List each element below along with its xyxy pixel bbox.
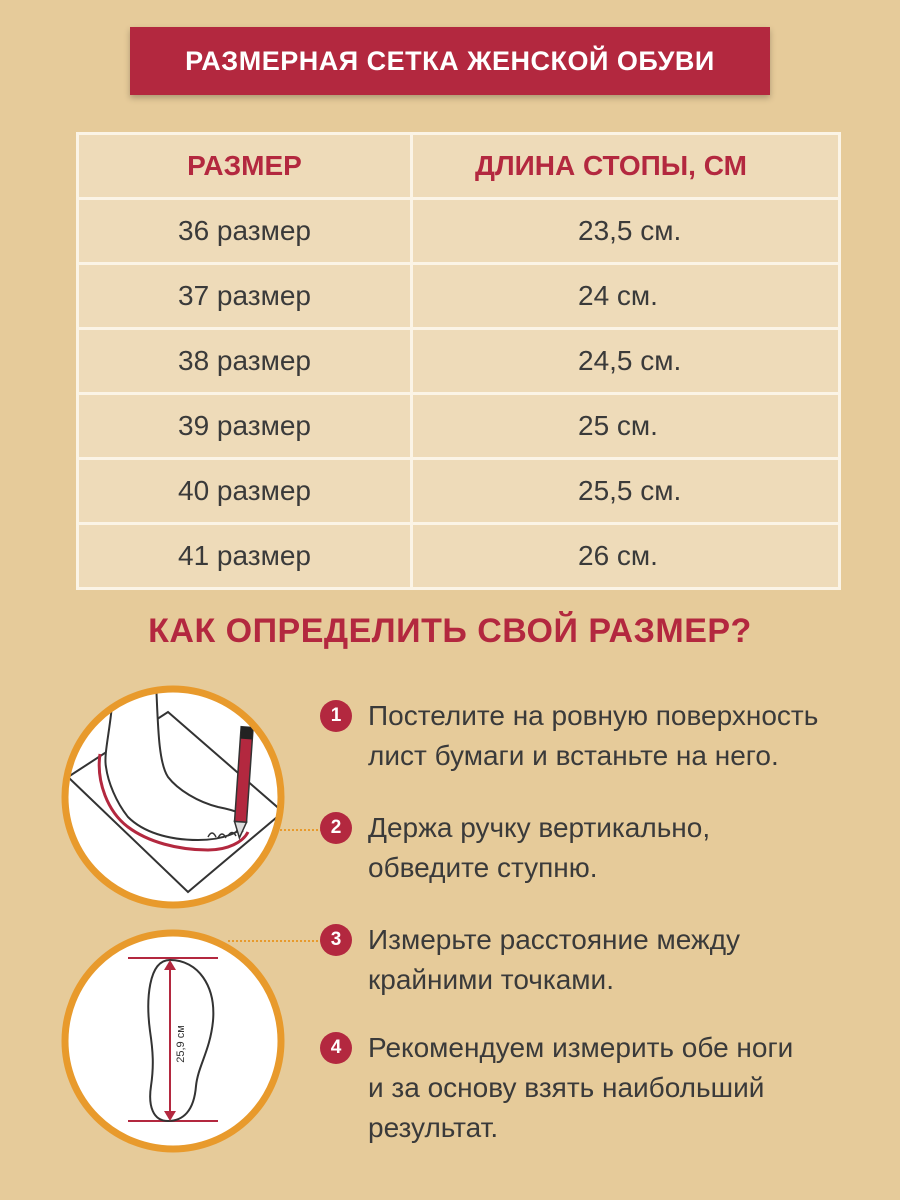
table-row (78, 394, 840, 459)
cell-size: 38 размер (78, 329, 412, 394)
header-foot-length: ДЛИНА СТОПЫ, СМ (412, 134, 840, 199)
step-3 (320, 920, 880, 1000)
cell-length: 24,5 см. (412, 329, 840, 394)
step-line: крайними точками. (368, 964, 614, 995)
connector-step-3 (228, 940, 322, 942)
step-number: 1 (320, 700, 352, 732)
step-line: Постелите на ровную поверхность (368, 700, 819, 731)
step-4 (320, 1028, 880, 1148)
step-line: и за основу взять наибольший (368, 1072, 765, 1103)
step-line: результат. (368, 1112, 499, 1143)
table-row (78, 459, 840, 524)
step-line: лист бумаги и встаньте на него. (368, 740, 779, 771)
cell-size: 36 размер (78, 199, 412, 264)
cell-size: 39 размер (78, 394, 412, 459)
step-line: Держа ручку вертикально, (368, 812, 711, 843)
cell-size: 40 размер (78, 459, 412, 524)
how-to-title: КАК ОПРЕДЕЛИТЬ СВОЙ РАЗМЕР? (148, 612, 752, 650)
step-text (368, 1028, 793, 1148)
connector-step-2 (280, 829, 322, 831)
cell-length: 24 см. (412, 264, 840, 329)
cell-size: 37 размер (78, 264, 412, 329)
step-line: Измерьте расстояние между (368, 924, 741, 955)
step-text (368, 808, 710, 888)
cell-length: 23,5 см. (412, 199, 840, 264)
title-banner (130, 27, 770, 95)
cell-length: 26 см. (412, 524, 840, 589)
step-line: Рекомендуем измерить обе ноги (368, 1032, 794, 1063)
size-table (76, 132, 841, 590)
insole-measure-icon (58, 926, 288, 1156)
table-row (78, 329, 840, 394)
step-1 (320, 696, 880, 776)
step-number: 2 (320, 812, 352, 844)
table-header-row (78, 134, 840, 199)
step-text (368, 696, 818, 776)
step-text (368, 920, 740, 1000)
header-size: РАЗМЕР (78, 134, 412, 199)
step-number: 4 (320, 1032, 352, 1064)
cell-size: 41 размер (78, 524, 412, 589)
cell-length: 25 см. (412, 394, 840, 459)
foot-tracing-icon (58, 682, 288, 912)
table-row (78, 199, 840, 264)
step-number: 3 (320, 924, 352, 956)
step-2 (320, 808, 880, 888)
measure-label: 25,9 см (175, 1025, 187, 1063)
table-row (78, 524, 840, 589)
table-row (78, 264, 840, 329)
cell-length: 25,5 см. (412, 459, 840, 524)
page-title: РАЗМЕРНАЯ СЕТКА ЖЕНСКОЙ ОБУВИ (185, 45, 715, 76)
step-line: обведите ступню. (368, 852, 598, 883)
